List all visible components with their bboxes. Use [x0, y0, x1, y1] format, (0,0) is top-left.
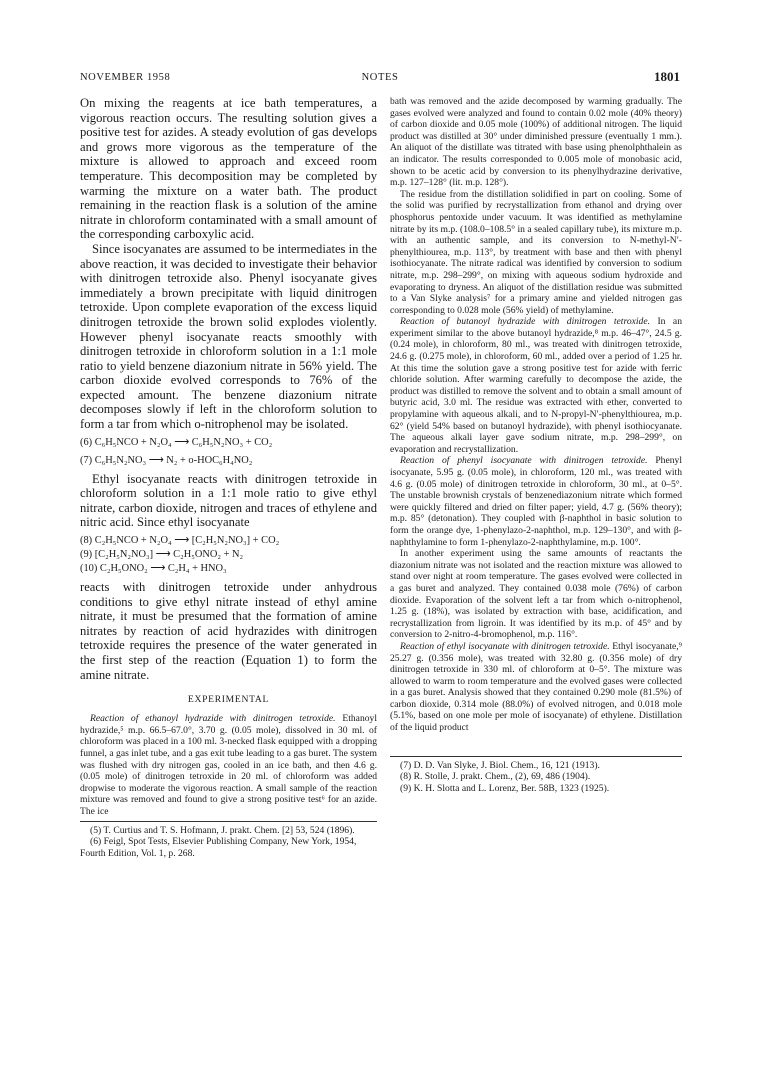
- footnote-divider: [390, 756, 682, 757]
- paragraph-isocyanates: [80, 242, 377, 432]
- right-column: [390, 96, 682, 794]
- paragraph-ethanoyl-experiment: [80, 713, 377, 817]
- paragraph-residue: The residue from the distillation solidified in part on cooling. Some of the solid was purified by recrystallization from ethanol and drying over phosphorus pentoxide under vacuum. It was identified as methylamine nitrate by its m.p. (108.0–108.5° in a sealed capillary tube), its mixture m.p. with an authentic sample, and its conversion to N-methyl-N′-phenylthiourea, m.p. 113°, by treatment with base and then with phenyl isothiocyanate. The nitrate radical was identified by conversion to sodium nitrate, m.p. 298–299°, on mixing with aqueous sodium hydroxide and evaporating to dryness. An aliquot of the distillation residue was submitted to a Van Slyke analysis⁷ for a primary amine and yielded nitrogen gas corresponding to 0.028 mole (56% yield) of methylamine.: [390, 188, 682, 316]
- equation-6: (6) C₆H₅NCO + N₂O₄ ⟶ C₆H₅N₂NO₃ + CO₂: [80, 436, 273, 448]
- paragraph-conclusion: reacts with dinitrogen tetroxide under anhydrous conditions to give ethyl nitrate instead of ethyl amine nitrate, it must be presumed that the formation of amine nitrates by reaction of acid hydrazides with dinitrogen tetroxide requires the presence of the water generated in the first step of the reaction (Equation 1) to form the amine nitrate.: [80, 580, 377, 682]
- phenyl-experiment-body: Phenyl isocyanate, 5.95 g. (0.05 mole), in chloroform, 120 ml., was treated with 4.6 g. (0.05 mole) of dinitrogen tetroxide in chloroform, 30 ml., at 0–5°. The unstable brownish crystals of benzenediazonium nitrate which formed were quickly filtered and dried on filter paper; yield, 4.7 g. (56% theory); m.p. 85° (detonation). They coupled with β-naphthol in basic solution to form the orange dye, 1-phenylazo-2-naphthol, m.p. 129–130°, and with β-naphthylamine to form 1-phenylazo-2-naphthylamine, m.p. 100°.: [390, 455, 682, 548]
- footnote-9: (9) K. H. Slotta and L. Lorenz, Ber. 58B, 1323 (1925).: [400, 782, 610, 794]
- footnote-divider: [80, 821, 377, 822]
- paragraph-ethyl-isocyanate: Ethyl isocyanate reacts with dinitrogen tetroxide in chloroform solution in a 1:1 mole ratio to give ethyl nitrate, carbon dioxide, nitrogen and traces of ethylene and nitric acid. Since ethyl isocyanate: [80, 471, 377, 530]
- ethanoyl-experiment-title: Reaction of ethanoyl hydrazide with dinitrogen tetroxide.: [90, 713, 336, 725]
- ethanoyl-experiment-body: Ethanoyl hydrazide,⁵ m.p. 66.5–67.0°, 3.70 g. (0.05 mole), dissolved in 30 ml. of chloroform was placed in a 100 ml. 3-necked flask equipped with a dropping funnel, a gas inlet tube, and a gas exit tube leading to a gas buret. The system was flushed with dry nitrogen gas, cooled in an ice bath, and then 4.6 g. (0.05 mole) of dinitrogen tetroxide in 20 ml. of chloroform was added dropwise to moderate the vigorous reaction. A small sample of the reaction mixture was removed and found to give a strong positive test⁶ for an azide. The ice: [80, 713, 377, 817]
- phenyl-experiment-title: Reaction of phenyl isocyanate with dinitrogen tetroxide.: [400, 455, 648, 467]
- butanoyl-experiment-title: Reaction of butanoyl hydrazide with dinitrogen tetroxide.: [400, 316, 651, 328]
- footnote-7: (7) D. D. Van Slyke, J. Biol. Chem., 16, 121 (1913).: [400, 759, 600, 771]
- ethyl-experiment-body: Ethyl isocyanate,⁹ 25.27 g. (0.356 mole), was treated with 32.80 g. (0.356 mole) of dry dinitrogen tetroxide in 330 ml. of chloroform at 0–5°. The mixture was allowed to warm to room temperature and the evolved gases were collected in a gas buret. Analysis showed that they contained 0.290 mole (81.5%) of carbon dioxide, 0.314 mole (88.0%) of evolved nitrogen, and 0.018 mole (5.1%, based on one mole per mole of isocyanate) of ethylene. Distillation of the liquid product: [390, 640, 682, 734]
- page-number: 1801: [654, 69, 680, 84]
- header-section: NOTES: [361, 72, 399, 83]
- ethyl-experiment-title: Reaction of ethyl isocyanate with dinitrogen tetroxide.: [400, 640, 610, 652]
- paragraph-another-experiment: In another experiment using the same amounts of reactants the diazonium nitrate was not isolated and the reaction mixture was allowed to stand over night at room temperature. The gases evolved were collected in a gas buret and analyzed. They contained 0.038 mole (76%) of carbon dioxide. Evaporation of the solvent left a tar from which o-nitrophenol, 1.25 g. (18%), was isolated by extraction with base, acidification, and recrystallization from ligroin. It was identified by its m.p. of 45° and by conversion to 2-nitro-4-bromophenol, m.p. 116°.: [390, 548, 682, 641]
- footnote-6: (6) Feigl, Spot Tests, Elsevier Publishing Company, New York, 1954, Fourth Edition, Vol. 1, p. 268.: [80, 836, 357, 859]
- experimental-heading: EXPERIMENTAL: [187, 694, 270, 706]
- paragraph-phenyl-isocyanate-experiment: [390, 455, 682, 548]
- paragraph-isocyanates-text: Since isocyanates are assumed to be intermediates in the above reaction, it was decided to investigate their behavior with dinitrogen tetroxide also. Phenyl isocyanate gives immediately a brown precipitate with liquid dinitrogen tetroxide. Upon complete evaporation of the excess liquid dinitrogen tetroxide the brown solid explodes violently. However phenyl isocyanate reacts smoothly with dinitrogen tetroxide in chloroform solution in a 1:1 mole ratio to yield benzene diazonium nitrate in 56% yield. The carbon dioxide evolved corresponds to 76% of the expected amount. The benzene diazonium nitrate decomposes slowly if left in the chloroform solution to form a tar from which o-nitrophenol may be isolated.: [80, 241, 377, 432]
- equation-group: [80, 534, 377, 576]
- footnote-5: (5) T. Curtius and T. S. Hofmann, J. prakt. Chem. [2] 53, 524 (1896).: [90, 824, 355, 836]
- butanoyl-experiment-body: In an experiment similar to the above butanoyl hydrazide,⁸ m.p. 46–47°, 24.5 g. (0.24 mole), in chloroform, 80 ml., was treated with dinitrogen tetroxide, 24.6 g. (0.275 mole), in chloroform, 60 ml., added over a period of 1.25 hr. At this time the solution gave a strong positive test for azide with ferric chloride solution. After warming carefully to decompose the azide, the product was distilled to remove the solvent and to obtain a small amount of butyric acid, 3.0 ml. The residue was extracted with ether, converted to propylamine with aqueous alkali, and to N-propyl-N′-phenylthiourea, m.p. 62° (yield 54% based on butanoyl hydrazide), with phenyl isothiocyanate. The aqueous alkali layer gave sodium nitrate, m.p. 298–299°, on evaporation and recrystallization.: [390, 316, 682, 455]
- equation-10: (10) C₂H₅ONO₂ ⟶ C₂H₄ + HNO₃: [80, 563, 227, 575]
- paragraph-mixing: On mixing the reagents at ice bath temperatures, a vigorous reaction occurs. The resulting solution gives a positive test for azides. A steady evolution of gas develops and grows more vigorous as the temperature of the mixture is allowed to approach and exceed room temperature. This decomposition may be completed by warming the mixture on a water bath. The product remaining in the reaction flask is a solution of the amine nitrate in chloroform contaminated with a small amount of the corresponding carboxylic acid.: [80, 96, 377, 242]
- left-column: [80, 96, 377, 859]
- paragraph-butanoyl-experiment: [390, 316, 682, 455]
- footnote-8: (8) R. Stolle, J. prakt. Chem., (2), 69, 486 (1904).: [400, 771, 591, 783]
- paragraph-azide-decomposition: bath was removed and the azide decomposed by warming gradually. The gases evolved were analyzed and found to contain 0.02 mole (40% theory) of carbon dioxide and 0.05 mole (100%) of additional nitrogen. The liquid product was distilled at 30° under diminished pressure (eventually 1 mm.). An aliquot of the distillate was titrated with base using phenolphthalein as an indicator. The results corresponded to 0.005 mole of monobasic acid, shown to be acetic acid by conversion to its phenylhydrazine derivative, m.p. 127–128° (lit. m.p. 128°).: [390, 96, 682, 189]
- header-date: NOVEMBER 1958: [80, 72, 171, 83]
- equation-7: (7) C₆H₅N₂NO₃ ⟶ N₂ + o-HOC₆H₄NO₂: [80, 454, 253, 466]
- equation-9: (9) [C₂H₅N₂NO₃] ⟶ C₂H₅ONO₂ + N₂: [80, 549, 244, 561]
- running-header: [80, 70, 680, 86]
- equation-8: (8) C₂H₅NCO + N₂O₄ ⟶ [C₂H₅N₂NO₃] + CO₂: [80, 535, 280, 547]
- paragraph-ethyl-isocyanate-experiment: [390, 641, 682, 734]
